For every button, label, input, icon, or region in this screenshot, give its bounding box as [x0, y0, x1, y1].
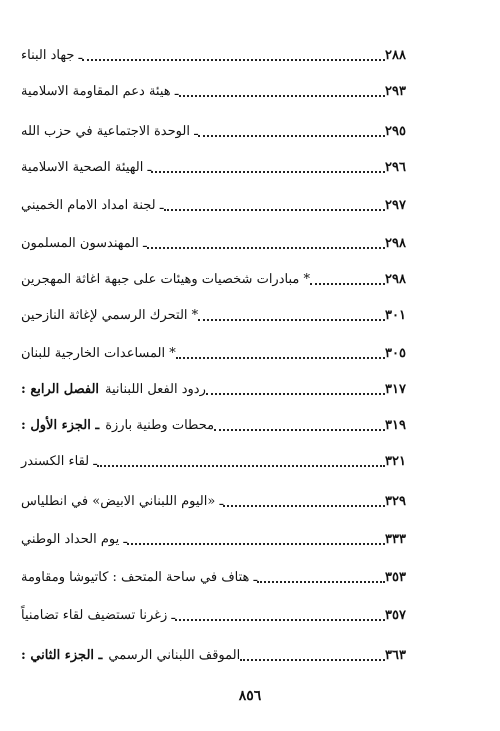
- toc-entry-page: ٣٠١: [385, 308, 406, 323]
- leader-dots: [97, 464, 385, 467]
- toc-entry: [15, 152, 435, 178]
- toc-entry-title: ردود الفعل اللبنانية: [105, 382, 206, 397]
- toc-entry-page: ٣١٩: [385, 418, 406, 433]
- leader-dots: [82, 58, 385, 61]
- toc-entry-title: ـ جهاد البناء: [21, 48, 83, 63]
- toc-entry: [15, 228, 435, 254]
- toc-entry-page: ٢٩٨: [385, 236, 406, 251]
- leader-dots: [147, 246, 385, 249]
- toc-entry-title: * مبادرات شخصيات وهيئات على جبهة اغاثة المهجرين: [21, 272, 310, 287]
- toc-entry: [15, 338, 435, 364]
- leader-dots: [176, 356, 385, 359]
- toc-entry: [15, 116, 435, 142]
- toc-part-entry: [15, 410, 435, 436]
- toc-entry-page: ٣٦٣: [385, 648, 406, 663]
- leader-dots: [257, 580, 385, 583]
- toc-entry-title: ـ هتاف في ساحة المتحف : كاتيوشا ومقاومة: [21, 570, 258, 585]
- toc-entry-page: ٢٩٦: [385, 160, 406, 175]
- toc-entry-page: ٢٨٨: [385, 48, 406, 63]
- leader-dots: [223, 504, 385, 507]
- toc-entry-page: ٣٥٣: [385, 570, 406, 585]
- toc-entry-page: ٣٥٧: [385, 608, 406, 623]
- toc-entry-page: ٢٩٨: [385, 272, 406, 287]
- toc-entry: [15, 264, 435, 290]
- toc-entry-title: * المساعدات الخارجية للبنان: [21, 346, 176, 361]
- page-number: ٨٥٦: [238, 688, 262, 704]
- toc-entry-title: ـ يوم الحداد الوطني: [21, 532, 128, 547]
- leader-dots: [151, 170, 385, 173]
- toc-entry-page: ٣٠٥: [385, 346, 406, 361]
- toc-entry: [15, 190, 435, 216]
- toc-entry-label: الفصل الرابع :: [21, 382, 100, 397]
- toc-entry-page: ٣٢١: [385, 454, 406, 469]
- leader-dots: [175, 618, 385, 621]
- toc-entry-title: محطات وطنية بارزة: [105, 418, 215, 433]
- toc-entry-title: ـ الهيئة الصحية الاسلامية: [21, 160, 152, 175]
- leader-dots: [214, 428, 385, 431]
- leader-dots: [198, 134, 385, 137]
- leader-dots: [206, 392, 385, 395]
- toc-entry-title: الموقف اللبناني الرسمي: [108, 648, 241, 663]
- toc-entry: [15, 76, 435, 102]
- leader-dots: [310, 282, 385, 285]
- leader-dots: [127, 542, 385, 545]
- toc-entry: [15, 300, 435, 326]
- toc-entry-title: * التحرك الرسمي لإغاثة النازحين: [21, 308, 199, 323]
- toc-entry: [15, 446, 435, 472]
- toc-entry-page: ٢٩٣: [385, 84, 406, 99]
- toc-entry-title: ـ «اليوم اللبناني الابيض» في انطلياس: [21, 494, 224, 509]
- toc-entry-page: ٢٩٥: [385, 124, 406, 139]
- toc-entry-title: ـ المهندسون المسلمون: [21, 236, 147, 251]
- toc-entry-title: ـ هيئة دعم المقاومة الاسلامية: [21, 84, 179, 99]
- toc-entry-label: ـ الجزء الأول :: [21, 418, 100, 433]
- toc-entry: [15, 524, 435, 550]
- leader-dots: [179, 94, 385, 97]
- toc-entry-page: ٣١٧: [385, 382, 406, 397]
- leader-dots: [164, 208, 385, 211]
- toc-part-entry: [15, 640, 435, 666]
- toc-entry: [15, 486, 435, 512]
- toc-entry-page: ٢٩٧: [385, 198, 406, 213]
- toc-entry: [15, 600, 435, 626]
- toc-entry-title: ـ لجنة امداد الامام الخميني: [21, 198, 164, 213]
- toc-entry-label: ـ الجزء الثاني :: [21, 648, 103, 663]
- leader-dots: [198, 318, 385, 321]
- toc-entry-title: ـ لقاء الكسندر: [21, 454, 98, 469]
- leader-dots: [240, 658, 385, 661]
- toc-entry: [15, 40, 435, 66]
- toc-entry-title: ـ الوحدة الاجتماعية في حزب الله: [21, 124, 198, 139]
- toc-entry-page: ٣٢٩: [385, 494, 406, 509]
- toc-entry-page: ٣٣٣: [385, 532, 406, 547]
- toc-entry-title: ـ زغرنا تستضيف لقاء تضامنياً: [21, 608, 176, 623]
- toc-chapter-entry: [15, 374, 435, 400]
- toc-entry: [15, 562, 435, 588]
